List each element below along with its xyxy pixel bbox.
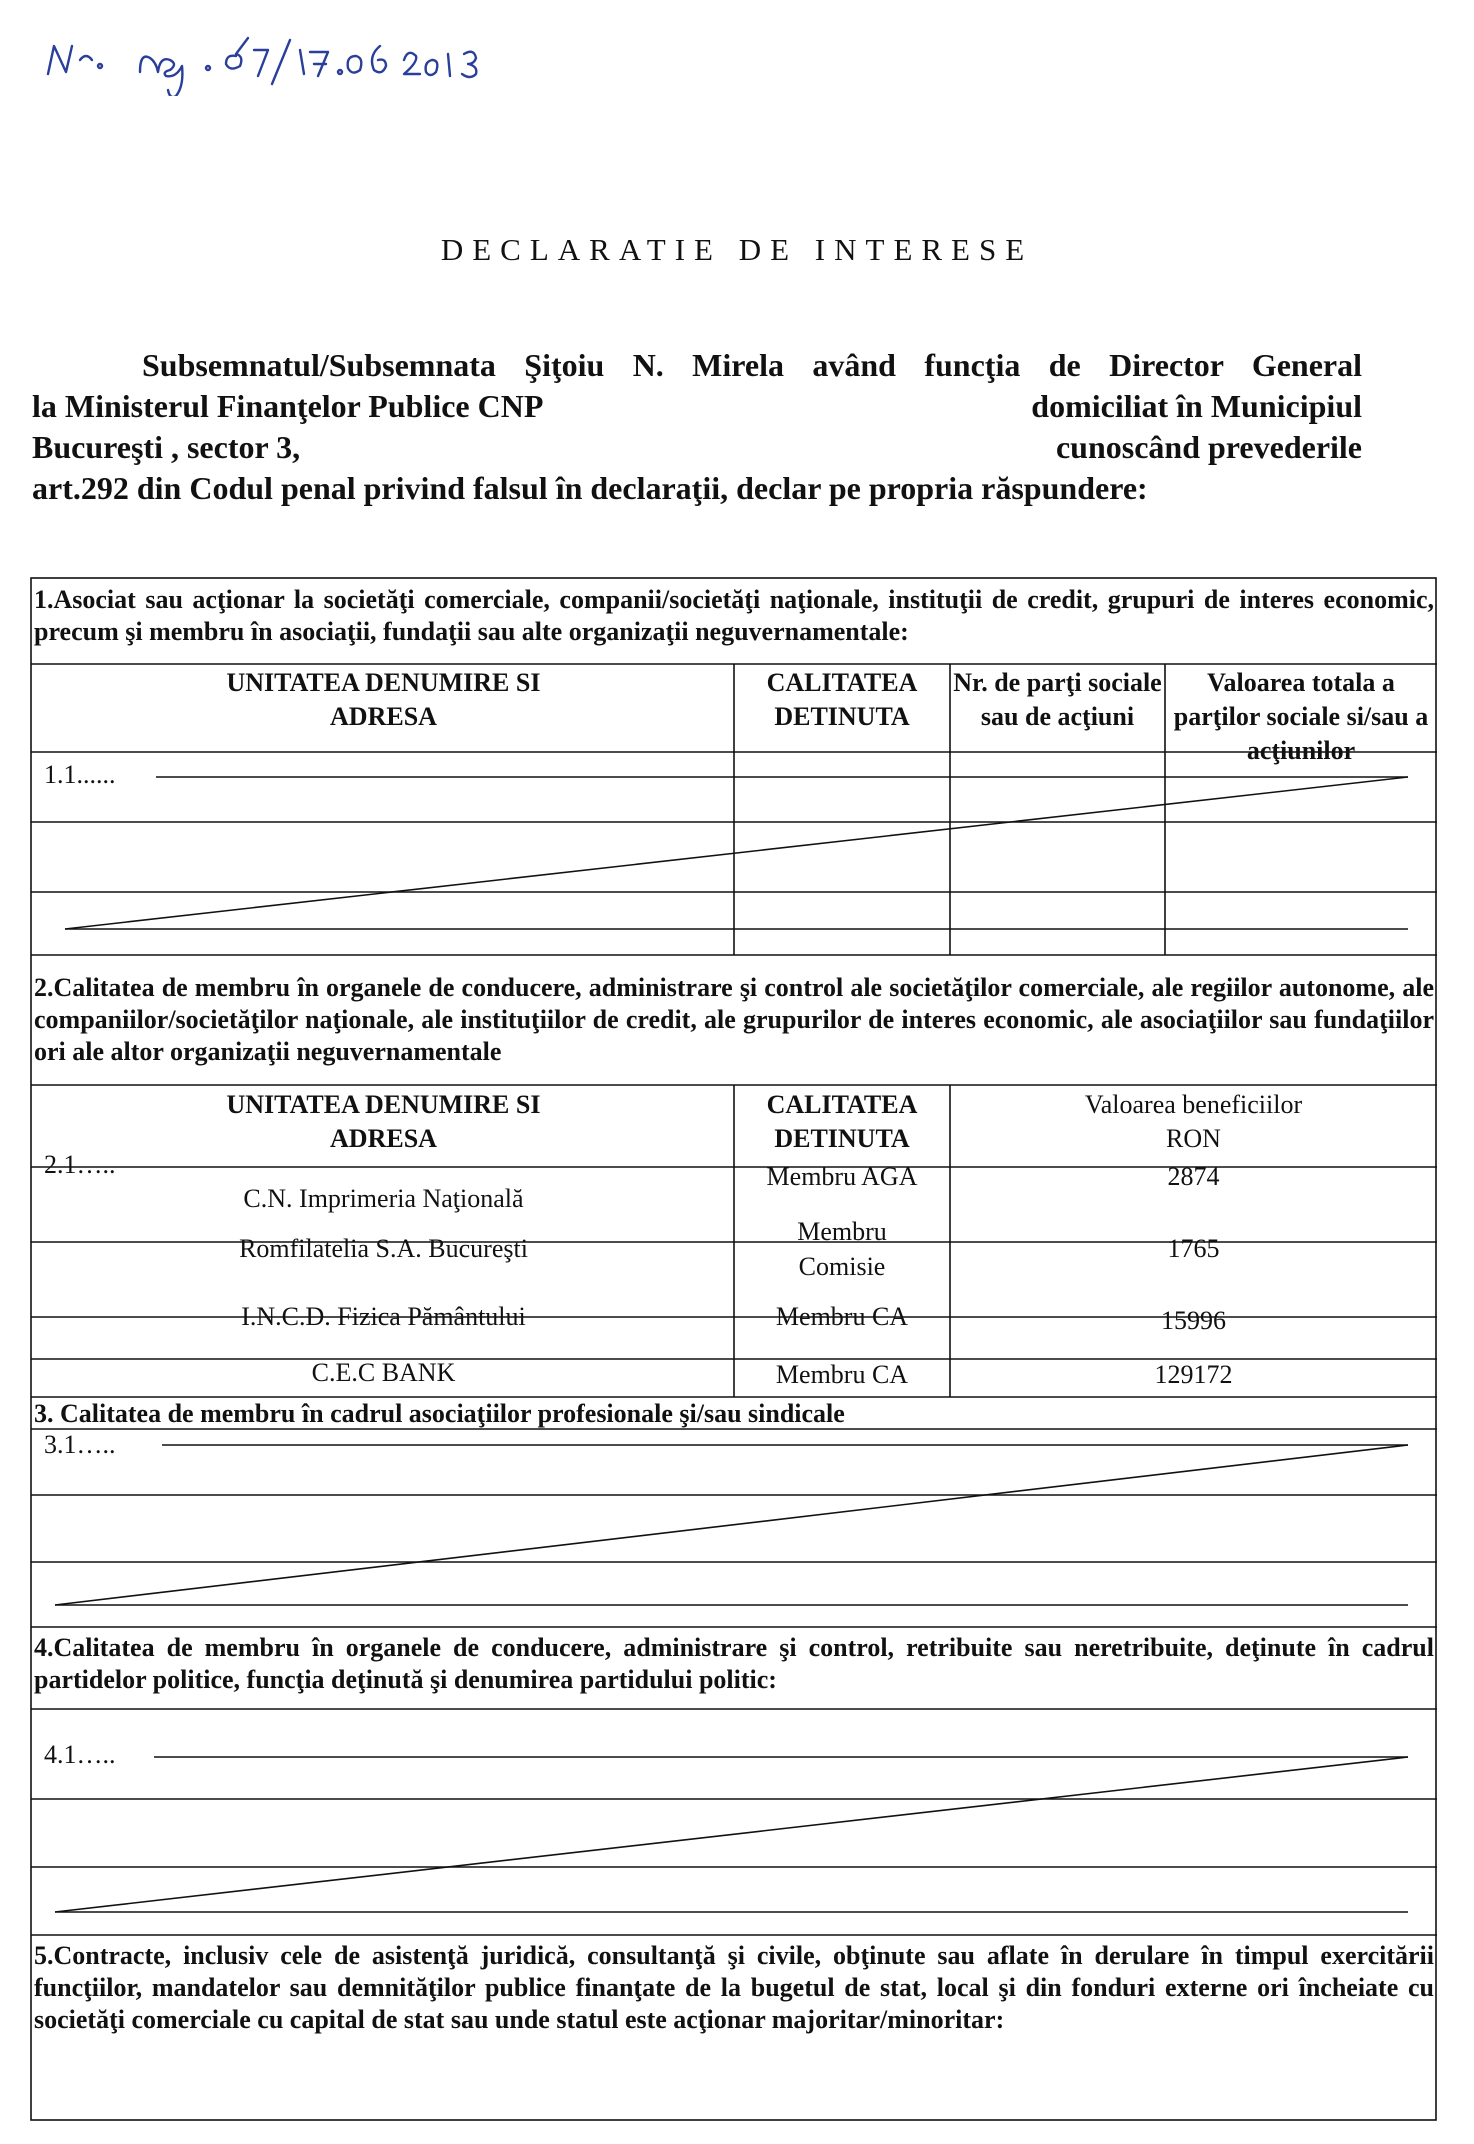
section-1-col-value: Valoarea totala a parţilor sociale si/sau a acţiunilor [1173,668,1429,765]
section-2-row-1-unit: C.N. Imprimeria Naţională [243,1184,524,1213]
section-2-row-2-role: Membru Comisie [797,1217,887,1281]
section-1-heading: 1.Asociat sau acţionar la societăţi comerciale, companii/societăţi naţionale, instituţii de credit, grupuri de interes economic, precum şi membru în asociaţii, fundaţii sau alte organizaţii neguvernamentale: [34,585,1434,646]
intro-line-2: la Ministerul Finanţelor Publice CNP domiciliat în Municipiul [32,388,1362,424]
intro-line-1: Subsemnatul/Subsemnata Şiţoiu N. Mirela având funcţia de Director General [142,347,1362,383]
section-2-row-1-role: Membru AGA [766,1162,918,1191]
section-1-row-label: 1.1...... [44,760,116,789]
section-2-row-3-role: Membru CA [775,1302,909,1331]
section-3-row-label: 3.1….. [44,1430,116,1459]
section-2-row-4-unit: C.E.C BANK [311,1358,456,1387]
intro-line-3: Bucureşti , sector 3, cunoscând prevederile [32,429,1362,465]
declaration-table-grid [30,577,1438,2122]
section-1-col-shares: Nr. de parţi sociale sau de acţiuni [953,668,1162,731]
section-2-row-2-value: 1765 [1167,1234,1220,1263]
declaration-intro [32,345,1362,509]
section-2-heading: 2.Calitatea de membru în organele de conducere, administrare şi control ale societăţilor comerciale, ale regiilor autonome, ale companiilor/societăţilor naţionale, ale instituţiilor de credit, ale grupurilor de interes economic, ale asociaţiilor sau fundaţiilor ori ale altor organizaţii neguvernamentale [34,973,1434,1066]
section-1-col-role: CALITATEA DETINUTA [766,668,918,731]
intro-line-4: art.292 din Codul penal privind falsul în declaraţii, declar pe propria răspundere: [32,470,1148,506]
section-3-heading: 3. Calitatea de membru în cadrul asociaţiilor profesionale şi/sau sindicale [34,1399,845,1428]
section-2-col-unit: UNITATEA DENUMIRE SI ADRESA [226,1090,541,1153]
section-1-col-unit: UNITATEA DENUMIRE SI ADRESA [226,668,541,731]
section-2-col-value: Valoarea beneficiilor RON [1084,1090,1303,1153]
section-5-heading: 5.Contracte, inclusiv cele de asistenţă juridică, consultanţă şi civile, obţinute sau aflate în derulare în timpul exercitării funcţiilor, mandatelor sau demnităţilor publice finanţate de la bugetul de stat, local şi din fonduri externe ori încheiate cu societăţi comerciale cu capital de stat sau unde statul este acţionar majoritar/minoritar: [34,1941,1434,2034]
section-2-row-3-value: 15996 [1161,1306,1226,1335]
section-4-heading: 4.Calitatea de membru în organele de conducere, administrare şi control, retribuite sau neretribuite, deţinute în cadrul partidelor politice, funcţia deţinută şi denumirea partidului politic: [34,1633,1434,1694]
document-title: DECLARATIE DE INTERESE [440,232,1034,267]
section-2-row-2-unit: Romfilatelia S.A. Bucureşti [239,1234,528,1263]
section-2-row-3-unit: I.N.C.D. Fizica Pământului [241,1302,526,1331]
section-2-row-4-role: Membru CA [775,1360,909,1389]
section-2-row-4-value: 129172 [1154,1360,1233,1389]
section-2-row-1-value: 2874 [1167,1162,1220,1191]
section-4-row-label: 4.1….. [44,1740,116,1769]
section-2-row-label: 2.1….. [44,1150,116,1179]
section-2-col-role: CALITATEA DETINUTA [766,1090,918,1153]
handwritten-registration-note [40,26,560,96]
